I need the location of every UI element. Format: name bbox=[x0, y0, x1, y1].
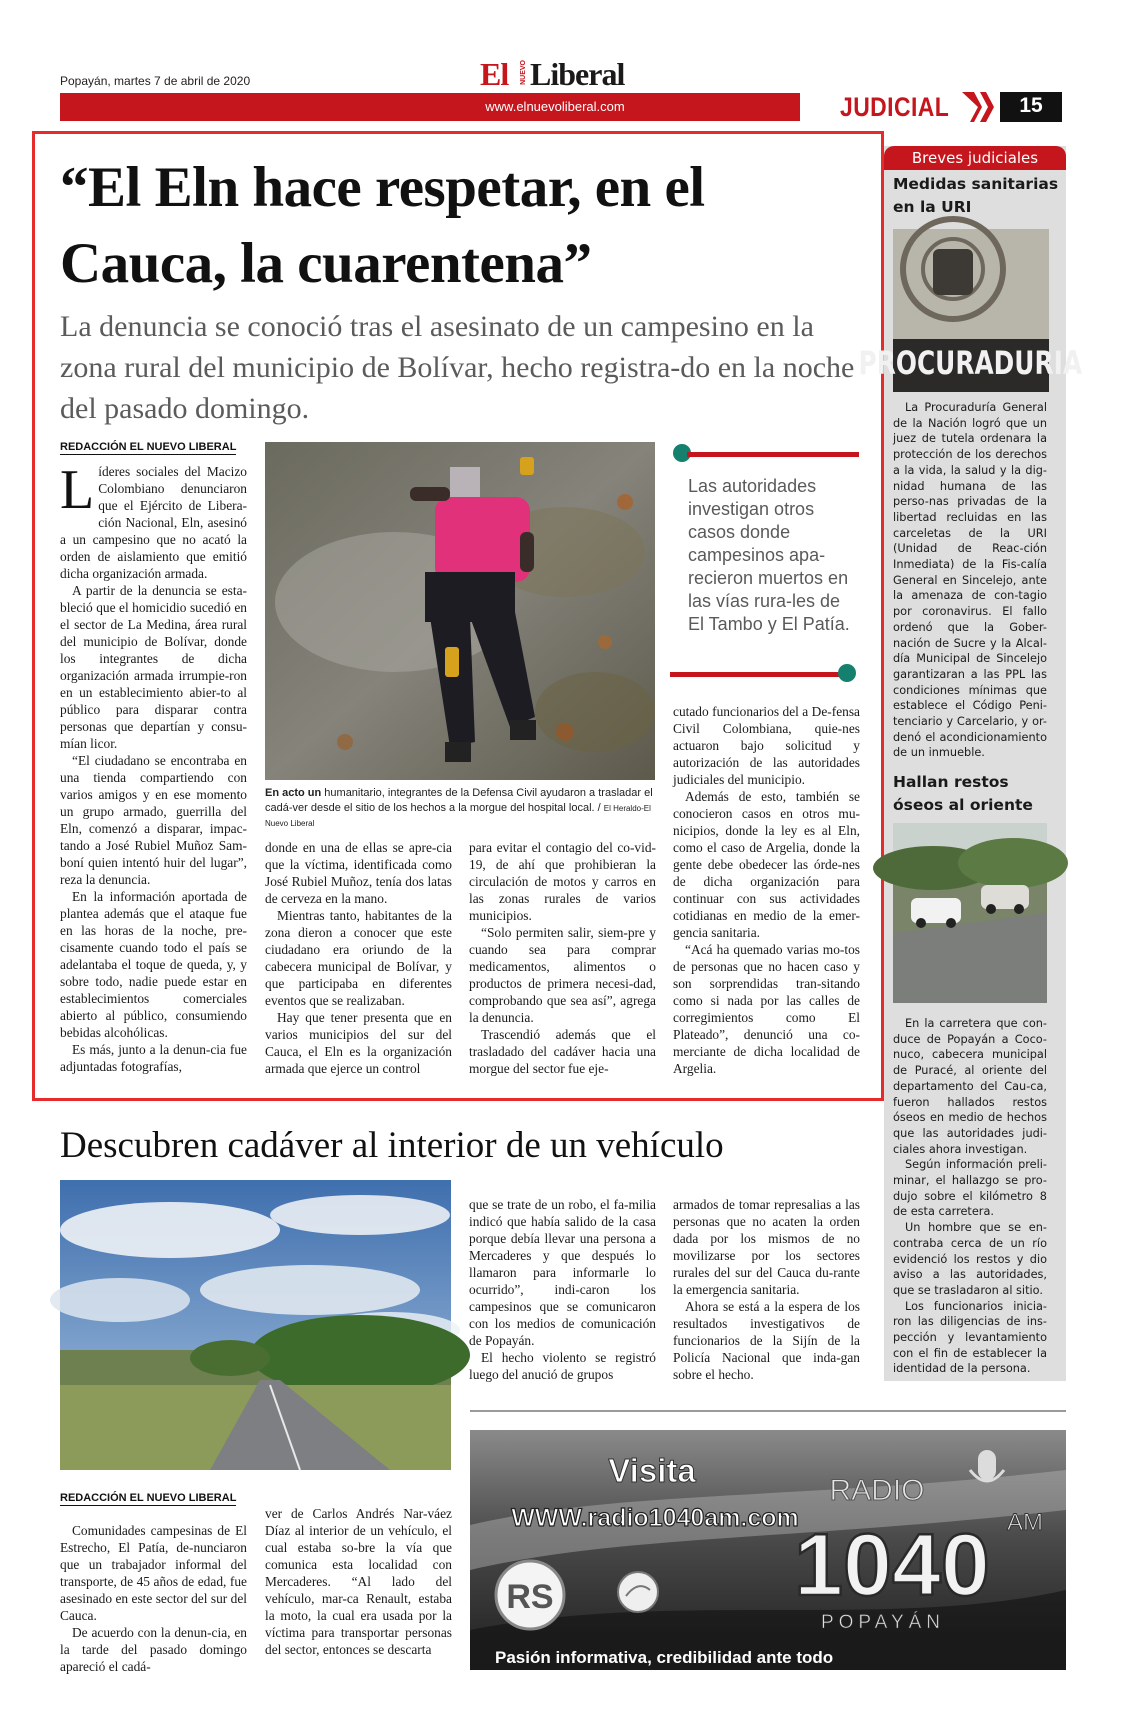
ad-am: AM bbox=[1007, 1509, 1043, 1536]
brief2-para-1: En la carretera que con-duce de Popayán a Coco-nuco, cabecera municipal de Puracé, al oriente del departamento del Cau-ca, fueron hallados restos óseos en medio de hechos que las autoridades judi-ciales ahora investigan. bbox=[893, 1017, 1047, 1156]
section-divider bbox=[470, 1410, 1066, 1412]
second-col1-para-1: Comunidades campesinas de El Estrecho, El Patía, de-nunciaron que un trabajador informal del transporte, de 45 años de edad, fue asesinado en este sector del sur del Cauca. bbox=[60, 1523, 247, 1623]
main-col4-para-2: Además de esto, también se conocieron casos en otros mu-nicipios, donde la ley es al Eln, como el caso de Argelia, donde la gente debe obedecer las órde-nes de dicha organización para continuar con sus actividades cotidianas en medio de la emer-gencia sanitaria. bbox=[673, 789, 860, 940]
brief2-para-2: Según información preli-minar, el hallazgo se pro-dujo sobre el kilómetro 8 de esta carretera. bbox=[893, 1158, 1047, 1219]
pull-quote: Las autoridades investigan otros casos donde campesinos apa-recieron muertos en las vías rura-les de El Tambo y El Patía. bbox=[688, 476, 850, 634]
main-col2-para-1: donde en una de ellas se apre-cia que la víctima, identificada como José Rubiel Muñoz, tenía dos latas de cerveza en la mano. bbox=[265, 840, 452, 906]
drop-cap: L bbox=[60, 459, 95, 521]
brief2-body bbox=[893, 1016, 1047, 1377]
newspaper-logo bbox=[480, 52, 650, 92]
main-subhead: La denuncia se conoció tras el asesinato de un campesino en la zona rural del municipio de Bolívar, hecho registra-do en la noche del pasado domingo. bbox=[60, 310, 855, 425]
ad-globe-icon bbox=[618, 1572, 658, 1612]
brief1-photo-procuraduria bbox=[858, 229, 1083, 392]
rs-logo-text: RS bbox=[506, 1578, 554, 1616]
second-column-2 bbox=[265, 1505, 452, 1658]
logo-el: El bbox=[480, 56, 509, 92]
second-col3-para-1: que se trate de un robo, el fa-milia indicó que había salido de la casa porque debía llevar una persona a Mercaderes y que después lo llamaron para informarle lo ocurrido”, indi-caron los campesinos que se comunicaron con los medios de comunicación de Popayán. bbox=[469, 1197, 656, 1348]
website-url: www.elnuevoliberal.com bbox=[485, 99, 625, 114]
brief2-para-3: Un hombre que se en-contraba cerca de un río evidenció los restos y dio aviso a las autoridades, que se trasladaron al sitio. bbox=[893, 1221, 1047, 1297]
main-col2-para-3: Hay que tener presenta que en varios municipios del sur del Cauca, el Eln es la organización armada que ejerce un control bbox=[265, 1010, 452, 1076]
main-col3-para-2: “Solo permiten salir, siem-pre y cuando sea para comprar medicamentos, alimentos o productos de primera necesi-dad, comprobando que sea así”, agrega la denuncia. bbox=[469, 925, 656, 1025]
main-headline: “El Eln hace respetar, en el Cauca, la cuarentena” bbox=[60, 156, 705, 295]
main-col2-para-2: Mientras tanto, habitantes de la zona dieron a conocer que este ciudadano era oriundo de la cabecera municipal de Bolívar, y que participaba en diferentes eventos que se realizaban. bbox=[265, 908, 452, 1008]
second-byline: REDACCIÓN EL NUEVO LIBERAL bbox=[60, 1492, 237, 1504]
second-column-4 bbox=[673, 1196, 860, 1383]
rs-logo-icon bbox=[496, 1561, 564, 1629]
main-col4-para-1: cutado funcionarios del a De-fensa Civil Colombiana, quie-nes actuaron bajo solicitud y autorización de las autoridades judiciales del municipio. bbox=[673, 704, 860, 787]
ad-radio: RADIO bbox=[829, 1474, 925, 1507]
sidebar-tab-title: Breves judiciales bbox=[911, 149, 1039, 167]
brief1-title: Medidas sanitarias en la URI bbox=[893, 175, 1059, 216]
brief1-para: La Procuraduría General de la Nación logró que un juez de tutela ordenara la protección de los derechos a la vida, la salud y la dig-nidad humana de las perso-nas privadas de la libertad recluidas en las carceletas de la URI (Unidad de Reac-ción Inmediata) de la Fis-calía General en Sincelejo, ante la amenaza de con-tagio por coronavirus. El fallo ordenó que la Gober-nación de Sucre y la Alcal-día Municipal de Sincelejo garantizaran a las PPL las condiciones mínimas que establece el Código Peni-tenciario y Carcelario, y or-denó el acondicionamiento de un inmueble. bbox=[893, 401, 1047, 760]
ad-slogan: Pasión informativa, credibilidad ante todo bbox=[495, 1648, 834, 1667]
second-col4-para-2: Ahora se está a la espera de los resultados investigativos de funcionarios de la Sijín de la Policía Nacional que inda-gan sobre el hecho. bbox=[673, 1299, 860, 1382]
second-col1-para-2: De acuerdo con la denun-cia, en la tarde del pasado domingo apareció el cadá- bbox=[60, 1625, 247, 1674]
section-title: JUDICIAL bbox=[840, 92, 950, 122]
second-col4-para-1: armados de tomar represalias a las personas que no acaten la orden dada por los mismos de no movilizarse por los sectores rurales del sur del Cauca du-rante la emergencia sanitaria. bbox=[673, 1197, 860, 1297]
logo-liberal: Liberal bbox=[530, 56, 625, 92]
main-col3-para-1: para evitar el contagio del co-vid-19, de ahí que prohibieran la circulación de motos y carros en las zonas rurales de varios municipios. bbox=[469, 840, 656, 923]
main-byline: REDACCIÓN EL NUEVO LIBERAL bbox=[60, 441, 237, 453]
main-column-1 bbox=[60, 459, 247, 1075]
pull-quote-dot-bottom bbox=[838, 664, 856, 682]
brief1-photo-sign-text: PROCURADURIA bbox=[858, 343, 1083, 383]
pull-quote-rule-bottom bbox=[670, 672, 842, 677]
brief2-para-4: Los funcionarios inicia-ron las diligencias de ins-pección y levantamiento con el fin de establecer la identidad de la persona. bbox=[893, 1299, 1047, 1376]
second-col3-para-2: El hecho violento se registró luego del anució de grupos bbox=[469, 1350, 656, 1382]
ad-visita: Visita bbox=[608, 1452, 696, 1489]
main-column-2 bbox=[265, 839, 452, 1077]
main-col1-para-5: Es más, junto a la denun-cia fue adjuntadas fotografías, bbox=[60, 1042, 247, 1074]
main-col1-para-4: En la información aportada de plantea además que el ataque fue en las horas de la noche, pre-cisamente cuando todo el país se adelantaba el toque de queda, y, y sobre todo, nadie puede estar en establecimientos comerciales abierto al público, consumiendo bebidas alcohólicas. bbox=[60, 889, 247, 1040]
caption-lead: En acto un bbox=[265, 787, 322, 799]
main-col1-para-1 bbox=[60, 459, 247, 582]
main-photo-victim bbox=[265, 442, 655, 780]
pull-quote-rule-top bbox=[687, 452, 859, 457]
page-number: 15 bbox=[1019, 94, 1043, 117]
ad-url[interactable]: WWW.radio1040am.com bbox=[511, 1504, 799, 1532]
main-col4-para-3: “Acá ha quemado varias mo-tos de personas que no hacen caso y son sorprendidas tran-sitando como si nada por las calles de corregimientos como El Plateado”, denunció una co-merciante de dicha localidad de Argelia. bbox=[673, 942, 860, 1076]
second-column-3 bbox=[469, 1196, 656, 1383]
issue-date: Popayán, martes 7 de abril de 2020 bbox=[60, 74, 251, 88]
logo-nuevo: NUEVO bbox=[520, 60, 527, 85]
brief2-title: Hallan restos óseos al oriente bbox=[893, 773, 1033, 814]
caption-text: humanitario, integrantes de la Defensa Civil ayudaron a trasladar el cadá-ver desde el sitio de los hechos a la morgue del hospital local. / bbox=[265, 787, 653, 814]
main-column-3 bbox=[469, 839, 656, 1077]
ad-frequency: 1040 bbox=[794, 1515, 990, 1614]
second-headline: Descubren cadáver al interior de un vehículo bbox=[60, 1125, 724, 1166]
section-swoosh-icon bbox=[960, 92, 996, 122]
brief1-body bbox=[893, 400, 1047, 761]
main-column-4 bbox=[673, 703, 860, 1077]
brief2-photo-road bbox=[893, 823, 1047, 1003]
second-photo-road bbox=[60, 1180, 451, 1470]
main-photo-caption bbox=[265, 786, 655, 831]
main-col1-para-3: “El ciudadano se encontraba en una tienda compartiendo con varios amigos y en ese momento un grupo armado, guerrilla del Eln, comenzó a disparar, impac-tando a José Rubiel Muñoz Sam-boní quien intentó huir del lugar”, reza la denuncia. bbox=[60, 753, 247, 887]
second-column-1 bbox=[60, 1522, 247, 1675]
caption-credit: El Heraldo-El Nuevo Liberal bbox=[265, 804, 651, 828]
second-col2-para-1: ver de Carlos Andrés Nar-váez Díaz al interior de un vehículo, el cual estaba so-bre la vía que comunica esta localidad con Mercaderes. “Al lado del vehículo, mar-ca Renault, estaba la moto, la cual era usada por la víctima para transportar personas del sector, entonces se descarta bbox=[265, 1506, 452, 1657]
main-col1-para-1-text: íderes sociales del Macizo Colombiano denunciaron que el Ejército de Libera-ción Nacional, Eln, asesinó a un campesino que no acató la orden de aislamiento que emitió dicha organización armada. bbox=[60, 464, 247, 581]
main-col3-para-3: Trascendió además que el trasladado del cadáver hacia una morgue del sector fue eje- bbox=[469, 1027, 656, 1076]
ad-city: POPAYÁN bbox=[820, 1612, 946, 1633]
radio-1040-advertisement[interactable] bbox=[470, 1430, 1066, 1670]
main-col1-para-2: A partir de la denuncia se esta-bleció que el homicidio sucedió en el sector de La Medina, área rural del municipio de Bolívar, donde los integrantes de dicha organización armada irrumpie-ron en un establecimiento abier-to al público para disparar contra personas que departían y consu-mían licor. bbox=[60, 583, 247, 751]
